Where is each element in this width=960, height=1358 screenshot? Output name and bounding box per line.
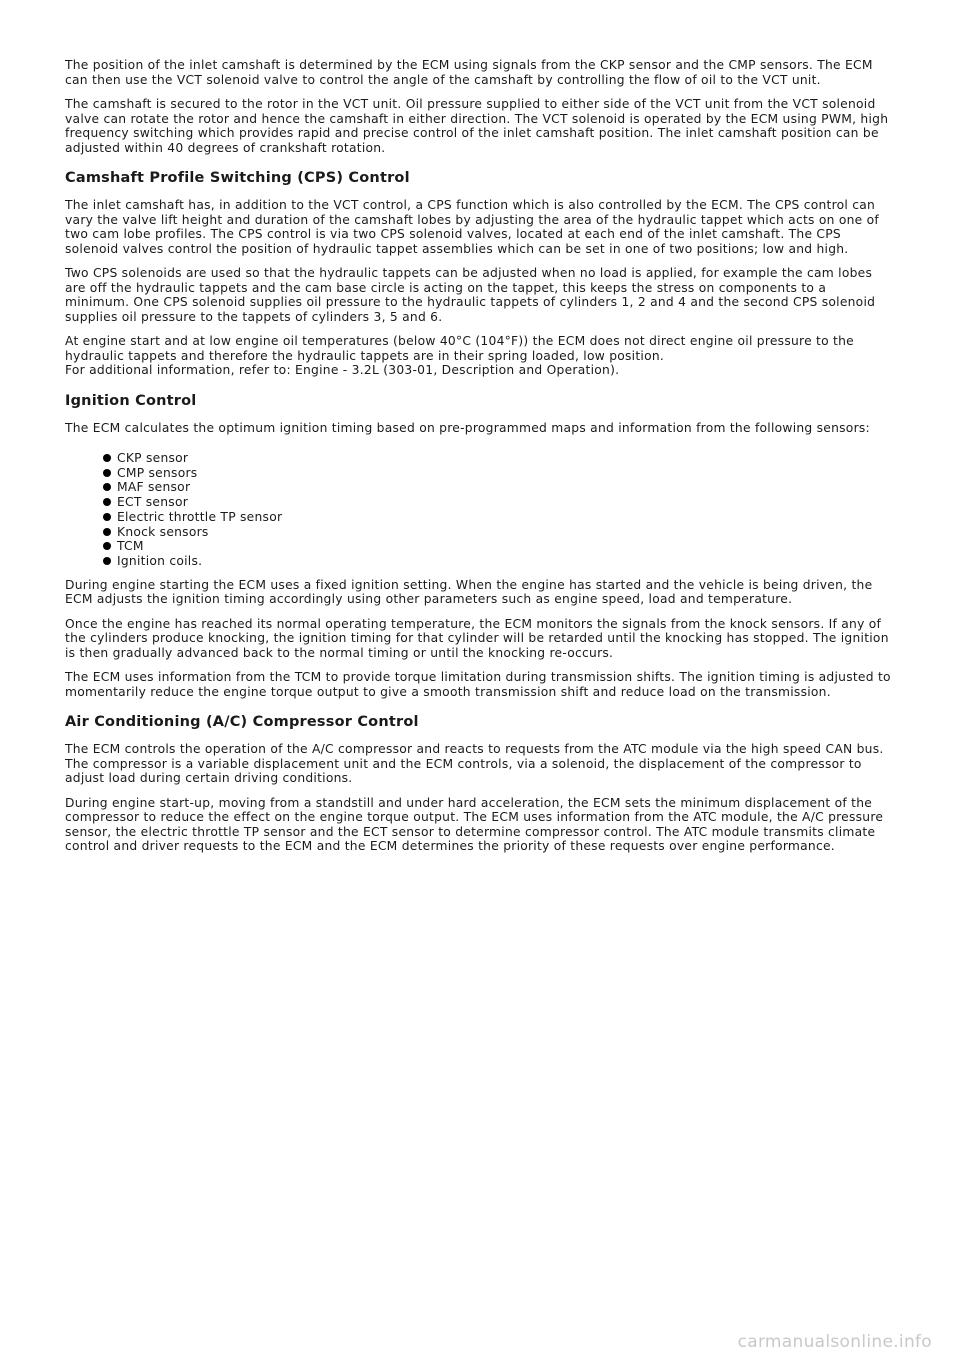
intro-paragraph-1: The position of the inlet camshaft is determined by the ECM using signals from the CKP sensor and the CMP sensors. The ECM can then use the VCT solenoid valve to control the angle of the camshaft by controlling the flow of oil to the VCT unit.	[65, 58, 873, 87]
list-item-label: CKP sensor	[117, 451, 189, 465]
cps-heading: Camshaft Profile Switching (CPS) Control	[65, 170, 410, 186]
list-item-label: TCM	[117, 539, 144, 554]
ignition-paragraph-3: The ECM uses information from the TCM to provide torque limitation during transmission shifts. The ignition timing is adjusted to momentarily reduce the engine torque output to give a smooth transmission shift and reduce load on the transmission.	[65, 670, 891, 699]
bullet-icon	[103, 557, 111, 565]
list-item	[65, 495, 893, 510]
list-item	[65, 466, 893, 481]
bullet-icon	[103, 542, 111, 550]
document-page	[65, 58, 893, 864]
list-item-label: CMP sensors	[117, 465, 198, 480]
ac-heading: Air Conditioning (A/C) Compressor Control	[65, 714, 419, 731]
list-item	[65, 525, 893, 540]
bullet-icon	[103, 469, 111, 477]
list-item	[65, 451, 893, 466]
ignition-paragraph-1: During engine starting the ECM uses a fixed ignition setting. When the engine has started and the vehicle is being driven, the ECM adjusts the ignition timing accordingly using other parameters such as engine speed, load and temperature.	[65, 577, 873, 607]
bullet-icon	[103, 483, 111, 491]
list-item-label: MAF sensor	[117, 480, 191, 495]
ac-paragraph-2: During engine start-up, moving from a standstill and under hard acceleration, the ECM sets the minimum displacement of the compressor to reduce the effect on the engine torque output. The ECM uses information from the ATC module, the A/C pressure sensor, the electric throttle TP sensor and the ECT sensor to determine compressor control. The ATC module transmits climate control and driver requests to the ECM and the ECM determines the priority of these requests over engine performance.	[65, 795, 884, 854]
ignition-intro: The ECM calculates the optimum ignition timing based on pre-programmed maps and information from the following sensors:	[65, 420, 870, 435]
cps-paragraph-3	[65, 334, 893, 378]
bullet-icon	[103, 498, 111, 506]
list-item-label: ECT sensor	[117, 495, 189, 510]
cps-paragraph-1: The inlet camshaft has, in addition to the VCT control, a CPS function which is also controlled by the ECM. The CPS control can vary the valve lift height and duration of the camshaft lobes by adjusting the area of the hydraulic tappet which acts on one of two cam lobe profiles. The CPS control is via two CPS solenoid valves, located at each end of the inlet camshaft. The CPS solenoid valves control the position of hydraulic tappet assemblies which can be set in one of two positions; low and high.	[65, 198, 879, 256]
list-item	[65, 510, 893, 525]
ignition-paragraph-2: Once the engine has reached its normal operating temperature, the ECM monitors the signals from the knock sensors. If any of the cylinders produce knocking, the ignition timing for that cylinder will be retarded until the knocking has stopped. The ignition is then gradually advanced back to the normal timing or until the knocking re-occurs.	[65, 616, 889, 660]
cps-reference-link[interactable]: For additional information, refer to: Engine - 3.2L (303-01, Description and Operation).	[65, 363, 620, 377]
ignition-heading: Ignition Control	[65, 392, 197, 409]
list-item-label: Electric throttle TP sensor	[117, 509, 283, 524]
list-item-label: Ignition coils.	[117, 553, 203, 568]
list-item	[65, 480, 893, 495]
intro-paragraph-2: The camshaft is secured to the rotor in the VCT unit. Oil pressure supplied to either side of the VCT unit from the VCT solenoid valve can rotate the rotor and hence the camshaft in either direction. The VCT solenoid is operated by the ECM using PWM, high frequency switching which provides rapid and precise control of the inlet camshaft position. The inlet camshaft position can be adjusted within 40 degrees of crankshaft rotation.	[65, 97, 889, 155]
ac-paragraph-1: The ECM controls the operation of the A/C compressor and reacts to requests from the ATC module via the high speed CAN bus. The compressor is a variable displacement unit and the ECM controls, via a solenoid, the displacement of the compressor to adjust load during certain driving conditions.	[65, 742, 884, 786]
site-watermark: carmanualsonline.info	[737, 1332, 932, 1352]
bullet-icon	[103, 454, 111, 462]
cps-paragraph-3-text: At engine start and at low engine oil temperatures (below 40°C (104°F)) the ECM does not direct engine oil pressure to the hydraulic tappets and therefore the hydraulic tappets are in their spring loaded, low position.	[65, 334, 854, 363]
sensor-list	[65, 451, 893, 569]
cps-paragraph-2: Two CPS solenoids are used so that the hydraulic tappets can be adjusted when no load is applied, for example the cam lobes are off the hydraulic tappets and the cam base circle is acting on the tappet, this keeps the stress on components to a minimum. One CPS solenoid supplies oil pressure to the hydraulic tappets of cylinders 1, 2 and 4 and the second CPS solenoid supplies oil pressure to the tappets of cylinders 3, 5 and 6.	[65, 266, 876, 324]
list-item	[65, 539, 893, 554]
bullet-icon	[103, 513, 111, 521]
list-item-label: Knock sensors	[117, 524, 209, 539]
list-item	[65, 554, 893, 569]
bullet-icon	[103, 528, 111, 536]
